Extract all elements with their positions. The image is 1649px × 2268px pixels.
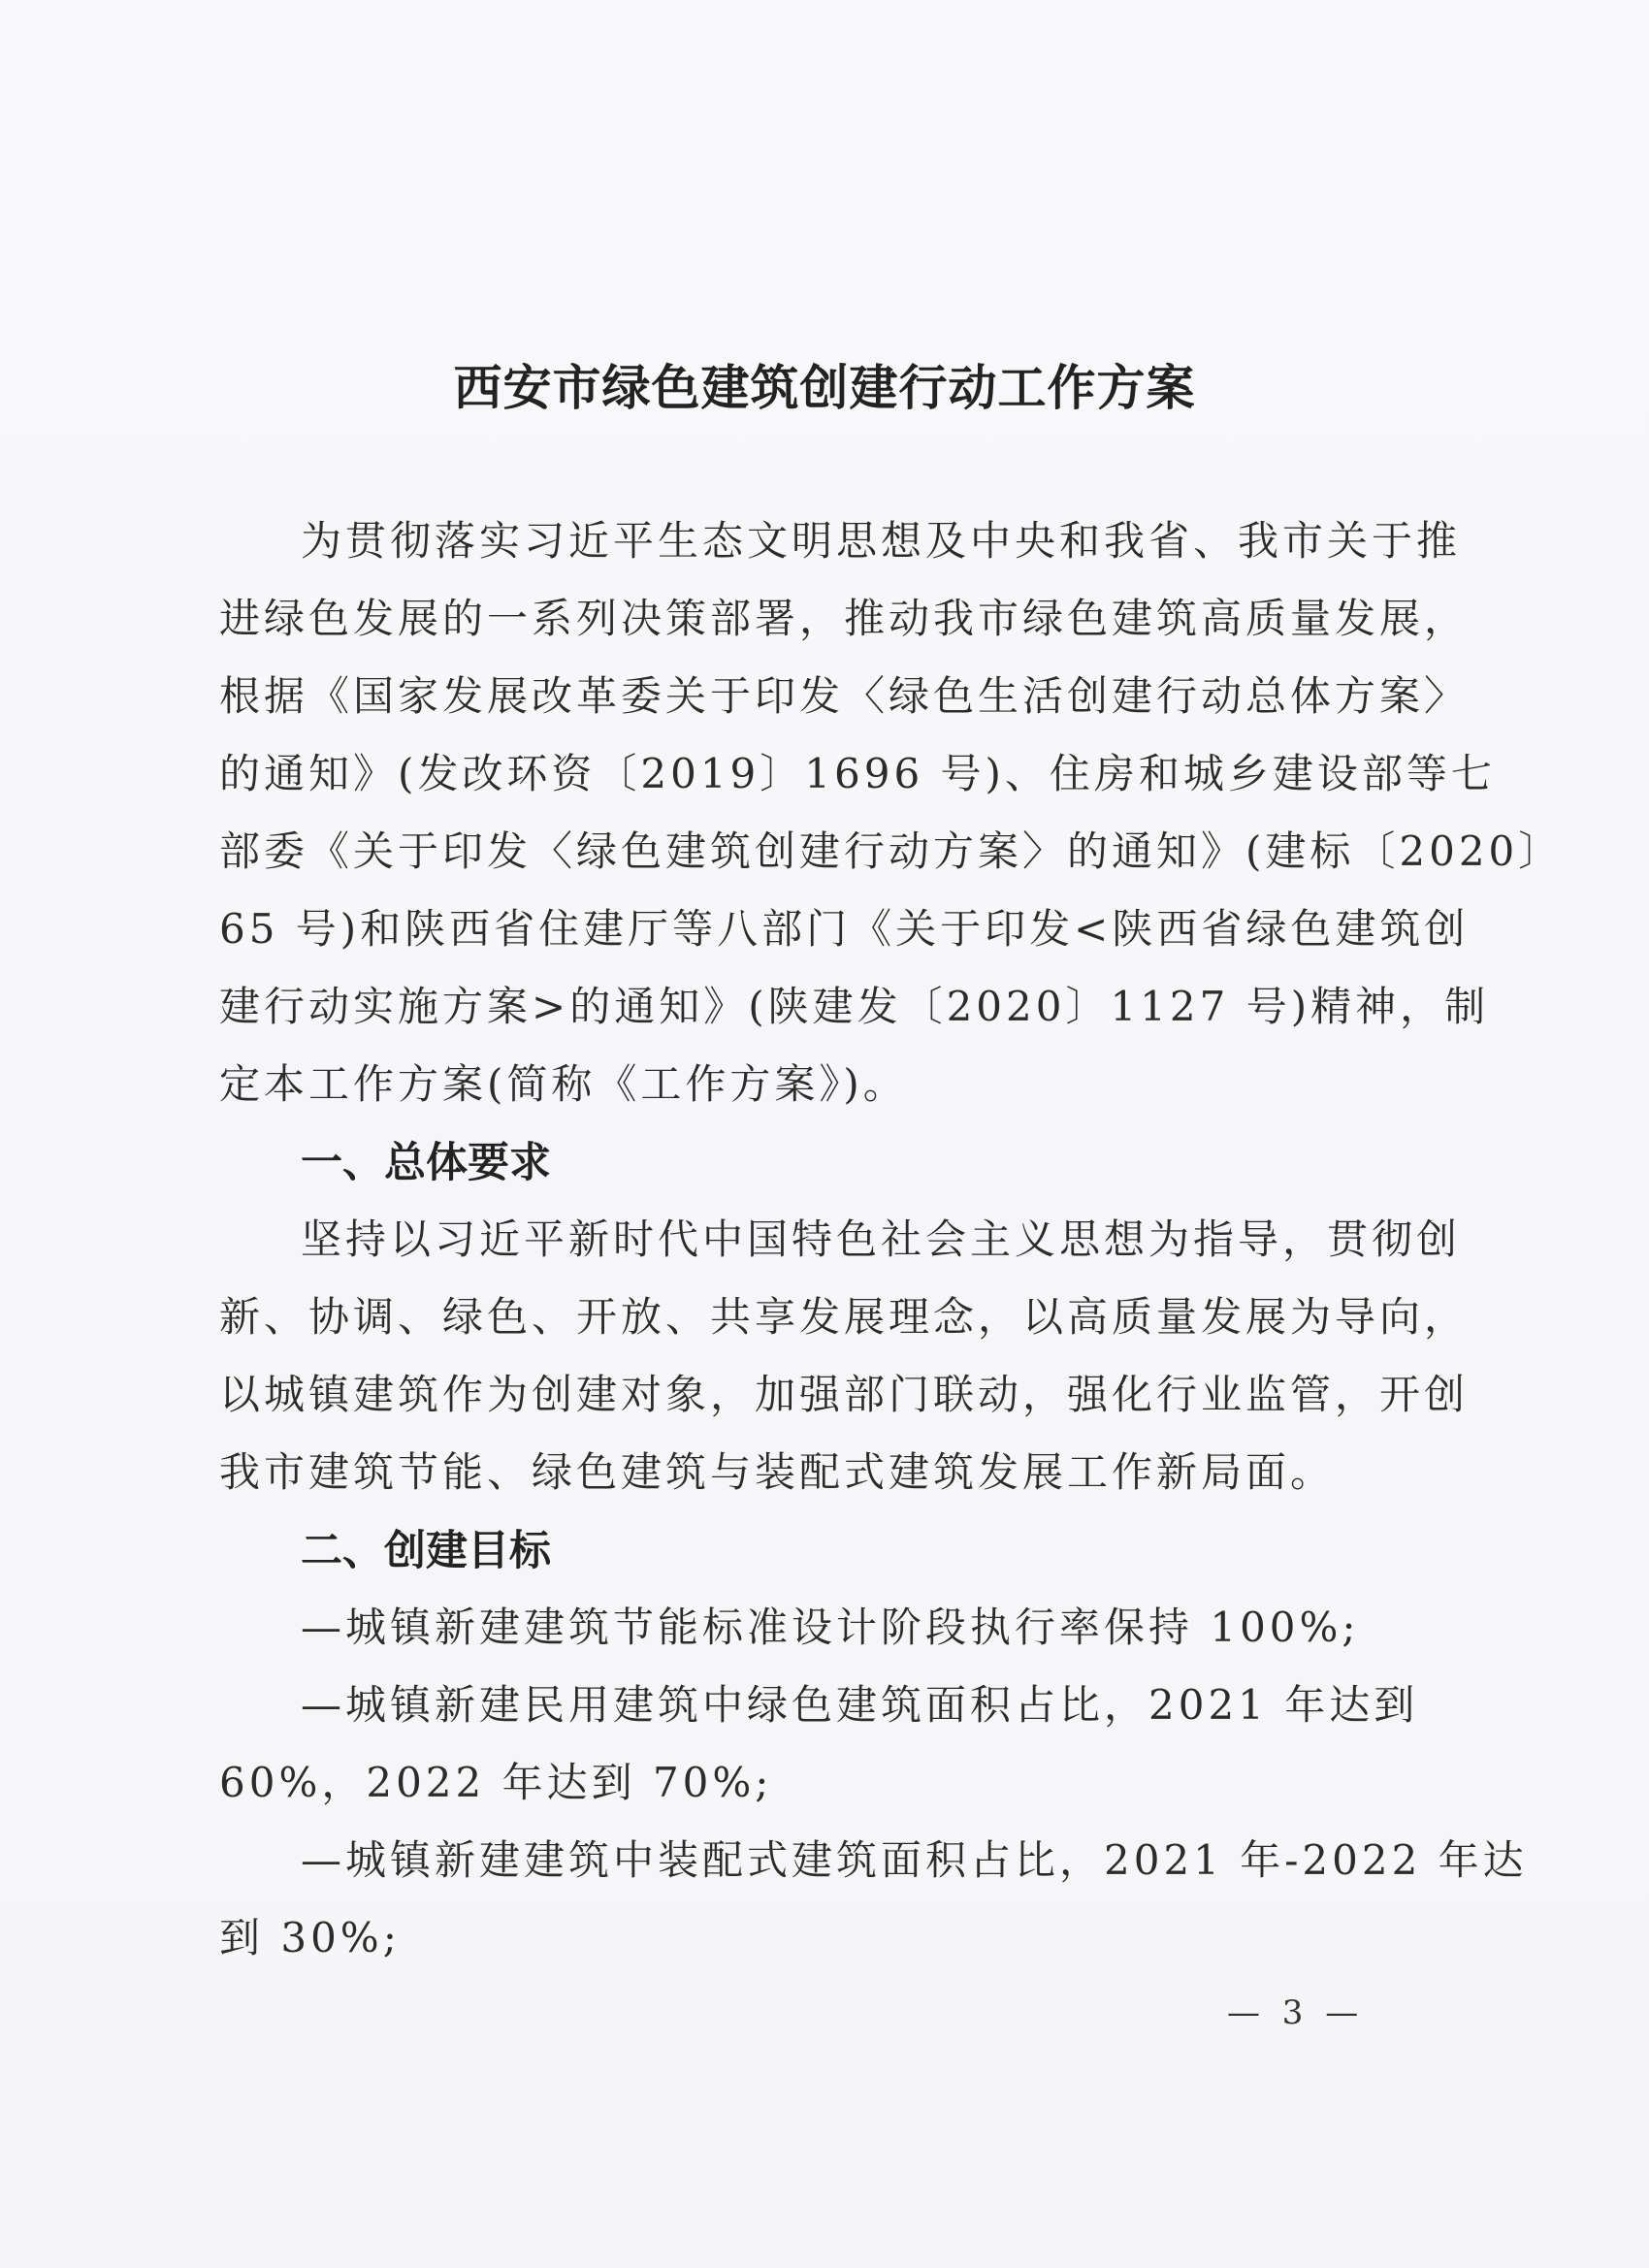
- intro-line-3: 根据《国家发展改革委关于印发〈绿色生活创建行动总体方案〉: [219, 672, 1470, 720]
- intro-line-4: 的通知》(发改环资〔2019〕1696 号)、住房和城乡建设部等七: [219, 750, 1496, 797]
- goal-line-5: 到 30%;: [219, 1914, 401, 1961]
- section1-line-4: 我市建筑节能、绿色建筑与装配式建筑发展工作新局面。: [219, 1448, 1336, 1496]
- goal-line-3: 60%，2022 年达到 70%;: [219, 1759, 773, 1806]
- intro-line-2: 进绿色发展的一系列决策部署，推动我市绿色建筑高质量发展，: [219, 595, 1470, 642]
- intro-line-5: 部委《关于印发〈绿色建筑创建行动方案〉的通知》(建标〔2020〕: [219, 827, 1564, 875]
- section1-line-2: 新、协调、绿色、开放、共享发展理念，以高质量发展为导向，: [219, 1293, 1470, 1341]
- intro-line-6: 65 号)和陕西省住建厅等八部门《关于印发<陕西省绿色建筑创: [219, 905, 1470, 953]
- section1-line-3: 以城镇建筑作为创建对象，加强部门联动，强化行业监管，开创: [219, 1371, 1470, 1418]
- goal-line-2: —城镇新建民用建筑中绿色建筑面积占比，2021 年达到: [301, 1681, 1419, 1729]
- section-heading-general-requirements: 一、总体要求: [301, 1139, 551, 1187]
- section1-line-1: 坚持以习近平新时代中国特色社会主义思想为指导，贯彻创: [301, 1215, 1462, 1263]
- goal-line-4: —城镇新建建筑中装配式建筑面积占比，2021 年-2022 年达: [301, 1836, 1528, 1884]
- goal-line-1: —城镇新建建筑节能标准设计阶段执行率保持 100%;: [301, 1604, 1360, 1651]
- intro-line-7: 建行动实施方案>的通知》(陕建发〔2020〕1127 号)精神，制: [219, 983, 1490, 1030]
- intro-line-1: 为贯彻落实习近平生态文明思想及中央和我省、我市关于推: [301, 517, 1462, 565]
- document-title: 西安市绿色建筑创建行动工作方案: [453, 359, 1196, 416]
- page-number: — 3 —: [1227, 1993, 1365, 2032]
- section-heading-goals: 二、创建目标: [301, 1527, 551, 1575]
- intro-line-8: 定本工作方案(简称《工作方案》)。: [219, 1060, 908, 1108]
